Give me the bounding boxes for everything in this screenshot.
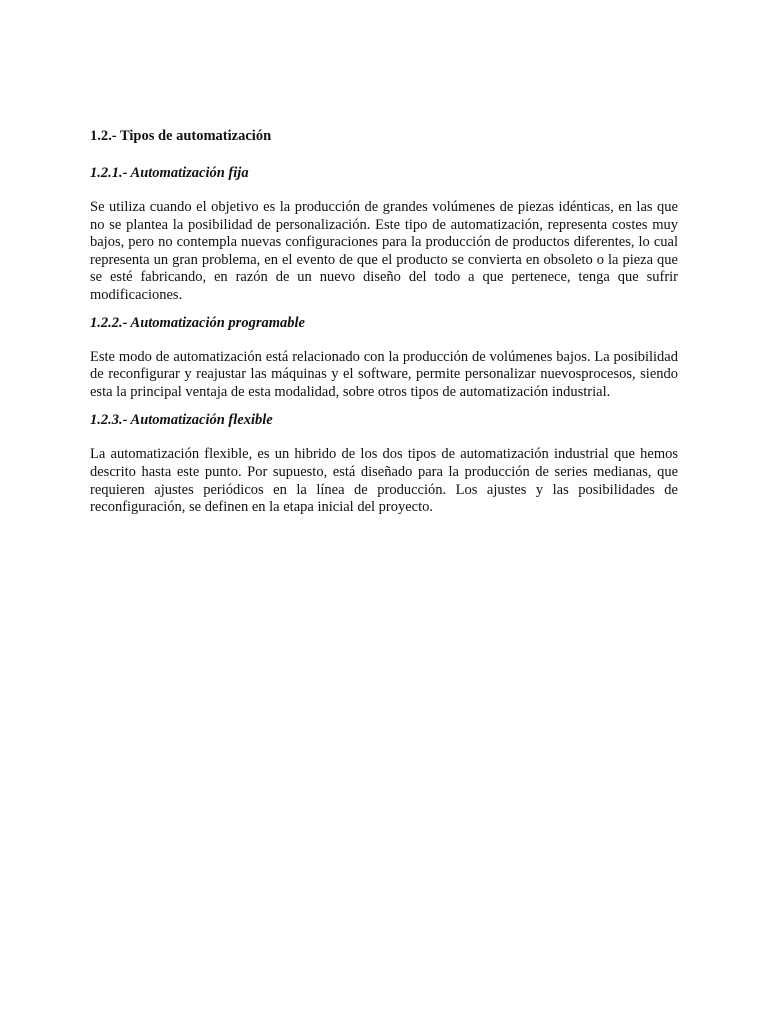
section-title: 1.2.- Tipos de automatización — [90, 128, 272, 144]
document-page — [90, 126, 678, 529]
subsection-heading-programmable: 1.2.2.- Automatización programable — [90, 314, 305, 331]
paragraph-programmable: Este modo de automatización está relacionado con la producción de volúmenes bajos. La posibilidad de reconfigurar y reajustar las máquinas y el software, permite personalizar nuevosprocesos, siendo esta la principal ventaja de esta modalidad, sobre otros tipos de automatización industrial. — [90, 348, 678, 400]
subsection-heading-fixed: 1.2.1.- Automatización fija — [90, 165, 249, 181]
paragraph-flexible: La automatización flexible, es un hibrido de los dos tipos de automatización industrial que hemos descrito hasta este punto. Por supuesto, está diseñado para la producción de series medianas, que requieren ajustes periódicos en la línea de producción. Los ajustes y las posibilidades de reconfiguración, se definen en la etapa inicial del proyecto. — [90, 446, 678, 516]
subsection-heading-flexible: 1.2.3.- Automatización flexible — [90, 412, 273, 429]
paragraph-fixed: Se utiliza cuando el objetivo es la producción de grandes volúmenes de piezas idénticas, en las que no se plantea la posibilidad de personalización. Este tipo de automatización, representa costes muy bajos, pero no contempla nuevas configuraciones para la producción de productos diferentes, lo cual representa un gran problema, en el evento de que el producto se convierta en obsoleto o la pieza que se esté fabricando, en razón de un nuevo diseño del todo a que pertenece, tenga que sufrir modificaciones. — [90, 199, 678, 303]
